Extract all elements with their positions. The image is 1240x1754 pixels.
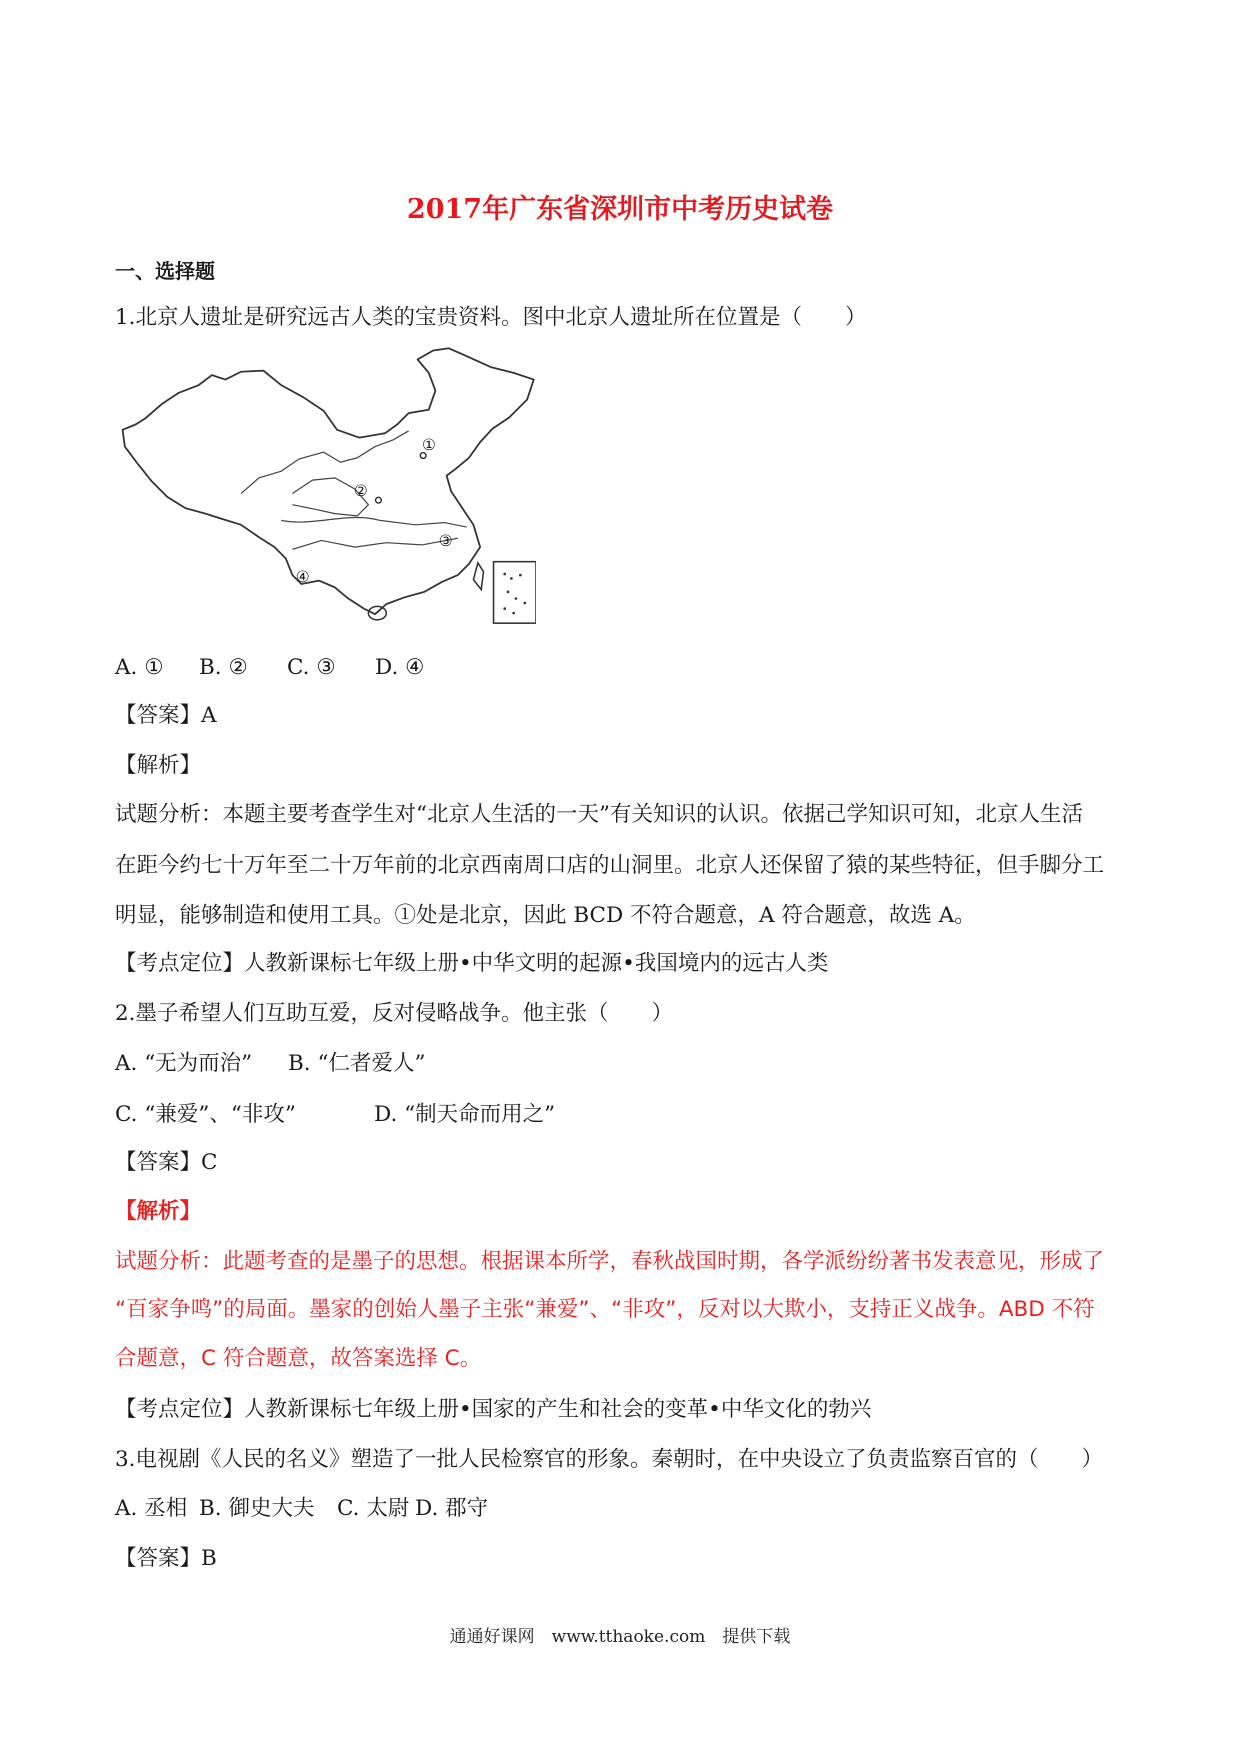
option-b: B. ② [199, 655, 248, 680]
page-title: 2017年广东省深圳市中考历史试卷 [406, 194, 834, 225]
question-2-analysis-line: “百家争鸣”的局面。墨家的创始人墨子主张“兼爱”、“非攻”，反对以大欺小，支持正义战争。ABD 不符 [115, 1297, 1095, 1322]
option-d: D. 郡守 [415, 1496, 489, 1521]
option-d: D. “制天命而用之” [374, 1102, 556, 1127]
question-2-kaodian: 【考点定位】人教新课标七年级上册•国家的产生和社会的变革•中华文化的勃兴 [115, 1397, 872, 1422]
map-inner-boundary [241, 431, 409, 494]
china-map-image [117, 346, 536, 631]
map-inner-boundary [281, 518, 466, 528]
inset-islands [503, 573, 526, 615]
option-b: B. 御史大夫 [199, 1496, 315, 1521]
map-inner-boundary [292, 538, 457, 549]
option-c: C. 太尉 [337, 1496, 410, 1521]
page-footer: 通通好课网 www.tthaoke.com 提供下载 [449, 1627, 791, 1647]
question-2-analysis-line: 合题意，C 符合题意，故答案选择 C。 [115, 1346, 482, 1371]
question-3-answer: 【答案】B [115, 1546, 217, 1571]
question-1-answer: 【答案】A [115, 703, 217, 728]
option-a: A. “无为而治” [115, 1051, 253, 1076]
option-a: A. ① [115, 655, 164, 680]
question-3-stem: 3.电视剧《人民的名义》塑造了一批人民检察官的形象。秦朝时，在中央设立了负责监察百官的（ ） [115, 1447, 1104, 1472]
question-1-kaodian: 【考点定位】人教新课标七年级上册•中华文明的起源•我国境内的远古人类 [115, 951, 829, 976]
marker-2-label: ② [353, 480, 368, 500]
question-1-analysis-line: 试题分析：本题主要考查学生对“北京人生活的一天”有关知识的认识。依据己学知识可知，北京人生活 [115, 802, 1083, 827]
marker-2-dot [376, 497, 382, 503]
question-1-analysis-label: 【解析】 [115, 753, 202, 778]
question-1-stem: 1.北京人遗址是研究远古人类的宝贵资料。图中北京人遗址所在位置是（ ） [115, 305, 867, 330]
question-2-analysis-line: 试题分析：此题考查的是墨子的思想。根据课本所学，春秋战国时期，各学派纷纷著书发表意见，形成了 [115, 1249, 1105, 1274]
south-china-sea-inset [494, 562, 536, 623]
option-b: B. “仁者爱人” [288, 1051, 426, 1076]
option-d: D. ④ [375, 655, 425, 680]
question-2-stem: 2.墨子希望人们互助互爱，反对侵略战争。他主张（ ） [115, 1001, 674, 1026]
marker-1-label: ① [422, 434, 437, 454]
option-c: C. ③ [287, 655, 336, 680]
question-1-analysis-line: 在距今约七十万年至二十万年前的北京西南周口店的山洞里。北京人还保留了猿的某些特征，但手脚分工 [115, 853, 1105, 878]
option-a: A. 丞相 [115, 1496, 188, 1521]
question-2-analysis-label: 【解析】 [115, 1199, 202, 1224]
taiwan-island [473, 563, 483, 590]
question-2-answer: 【答案】C [115, 1150, 218, 1175]
section-heading: 一、选择题 [115, 259, 215, 283]
marker-3-label: ③ [438, 531, 453, 551]
option-c: C. “兼爱”、“非攻” [115, 1102, 296, 1127]
china-outline [123, 348, 534, 614]
marker-4-label: ④ [295, 566, 310, 586]
question-1-analysis-line: 明显，能够制造和使用工具。①处是北京，因此 BCD 不符合题意，A 符合题意，故选 A。 [115, 903, 976, 928]
